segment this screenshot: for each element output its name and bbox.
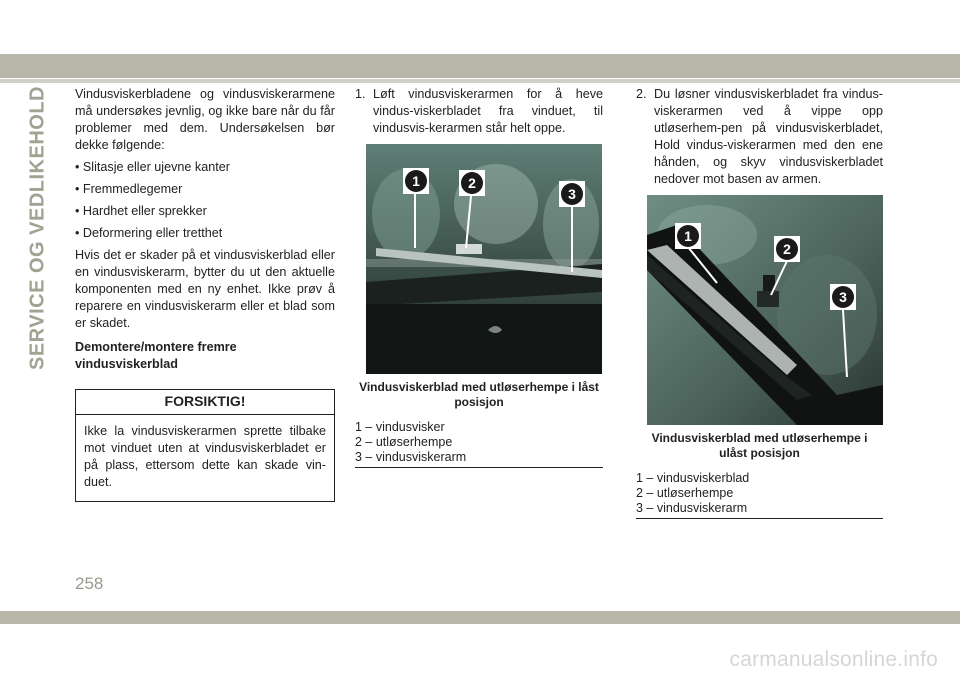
callout-3 (830, 284, 856, 310)
figure-legend (355, 420, 603, 465)
section-heading: Demontere/montere fremre vindusviskerblad (75, 340, 237, 371)
step-number: 1. (355, 87, 366, 101)
column-3 (636, 86, 883, 519)
svg-text:3: 3 (839, 289, 847, 305)
step-number: 2. (636, 87, 647, 101)
section-tab (26, 85, 50, 370)
figure-caption: Vindusviskerblad med utløserhempe i ulåst posisjon (651, 431, 868, 460)
figure-caption: Vindusviskerblad med utløserhempe i låst posisjon (359, 380, 599, 409)
page-number: 258 (75, 574, 104, 593)
bullet-item: • Fremmedlegemer (75, 182, 183, 196)
legend-rule (355, 467, 603, 468)
legend-item: 2 – utløserhempe (355, 435, 453, 449)
svg-text:1: 1 (412, 173, 420, 189)
svg-text:1: 1 (684, 228, 692, 244)
header-band (0, 54, 960, 78)
caution-title: FORSIKTIG! (76, 390, 334, 415)
caution-body: Ikke la vindusviskerarmen sprette tilbake mot vinduet uten at vindusviskerbladet er på plass, ettersom dette kan skade vin-duet. (84, 424, 326, 489)
svg-text:3: 3 (568, 186, 576, 202)
bullet-item: • Deformering eller tretthet (75, 226, 223, 240)
svg-text:2: 2 (468, 175, 476, 191)
legend-rule (636, 518, 883, 519)
callout-2 (459, 170, 485, 196)
step-2 (636, 86, 883, 188)
column-2 (355, 86, 603, 468)
header-rule (0, 79, 960, 83)
watermark: carmanualsonline.info (729, 648, 938, 671)
legend-item: 2 – utløserhempe (636, 486, 734, 500)
legend-item: 3 – vindusviskerarm (355, 450, 467, 464)
step-text: Løft vindusviskerarmen for å heve vindus-viskerbladet fra vinduet, til vindusvis-kerarmen står helt oppe. (373, 87, 603, 135)
bullet-item: • Slitasje eller ujevne kanter (75, 160, 230, 174)
figure-legend (636, 471, 883, 516)
caution-box (75, 389, 335, 502)
legend-item: 1 – vindusviskerblad (636, 471, 750, 485)
svg-text:2: 2 (783, 241, 791, 257)
step-text: Du løsner vindusviskerbladet fra vindus-viskerarmen ved å vippe opp utløserhem-pen på vindusviskerbladet, Hold vindus-viskerarmen med den ene hånden, og skyv vindusviskerbladet nedover mot basen av armen. (654, 87, 883, 186)
intro-paragraph: Vindusviskerbladene og vindusviskerarmene må undersøkes jevnlig, og ikke bare når du får problemer med dem. Undersøkelsen bør dekke følgende: (75, 87, 335, 152)
bullet-item: • Hardhet eller sprekker (75, 204, 207, 218)
callout-1 (403, 168, 429, 194)
wiper-unlocked-photo (647, 195, 883, 425)
footer-band (0, 611, 960, 624)
legend-item: 3 – vindusviskerarm (636, 501, 748, 515)
damage-paragraph: Hvis det er skader på et vindusviskerblad eller en vindusviskerarm, bytter du ut den aktuelle komponenten med en ny enhet. Ikke prøv å reparere en vindusviskerarm eller et blad som er skadet. (75, 248, 335, 330)
section-tab-label: SERVICE OG VEDLIKEHOLD (26, 85, 49, 370)
step-1 (355, 86, 603, 137)
wiper-locked-photo (366, 144, 602, 374)
wiper-unlocked-illustration (647, 195, 883, 425)
callout-3 (559, 181, 585, 207)
column-1 (75, 86, 335, 502)
callout-1 (675, 223, 701, 249)
wiper-locked-illustration (366, 144, 602, 374)
legend-item: 1 – vindusvisker (355, 420, 445, 434)
callout-2 (774, 236, 800, 262)
